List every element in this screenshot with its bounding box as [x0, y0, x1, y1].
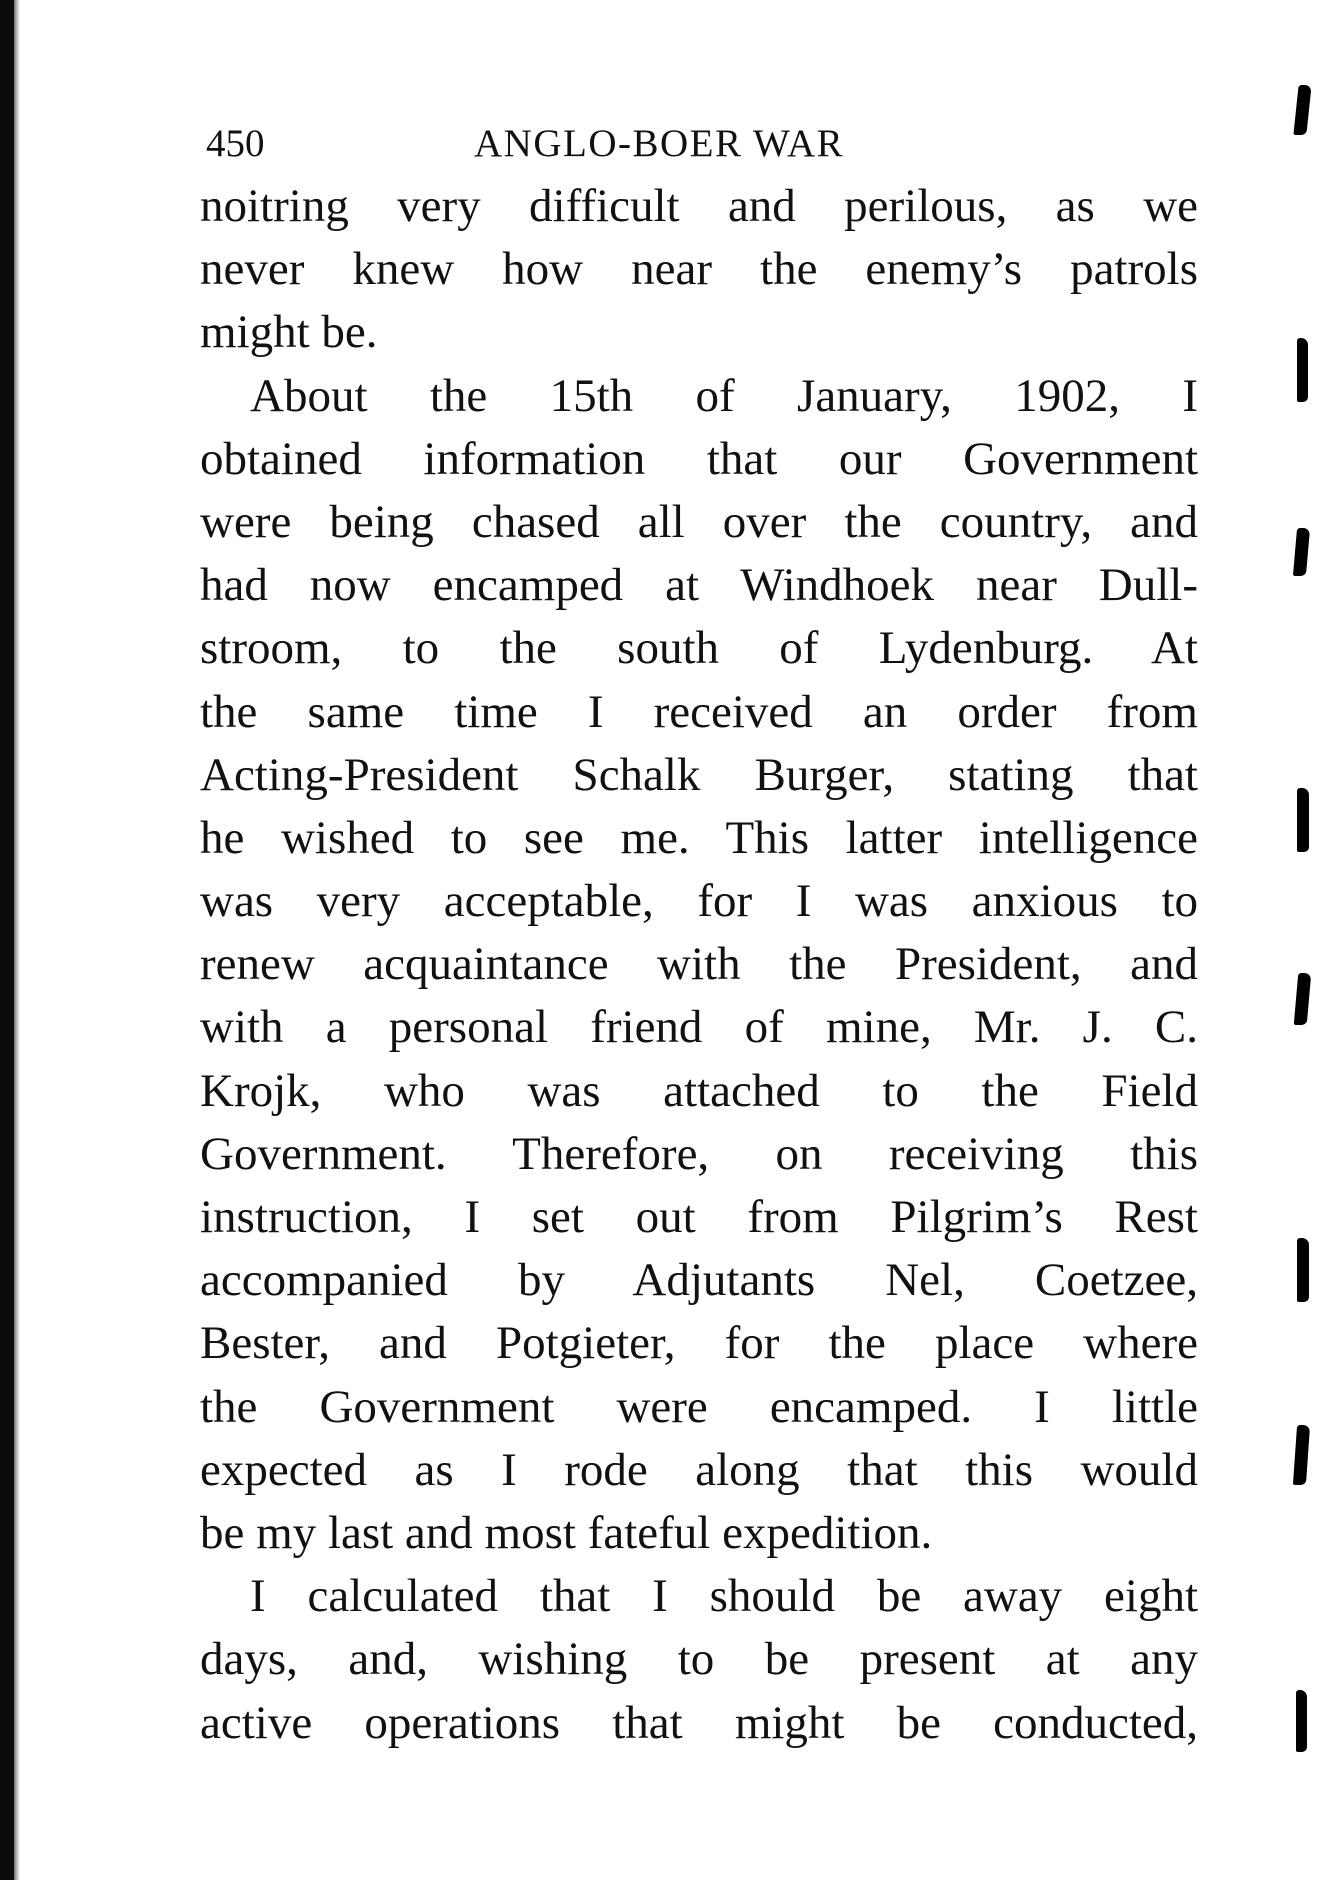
right-edge-scan-marks [1269, 0, 1319, 1880]
text-line: he wished to see me. This latter intelligence [200, 811, 1198, 864]
text-line: obtained information that our Government [200, 432, 1198, 485]
body-text [200, 175, 1198, 1755]
text-line: were being chased all over the country, and [200, 495, 1198, 548]
text-line: with a personal friend of mine, Mr. J. C. [200, 1001, 1198, 1054]
scan-mark [1293, 528, 1310, 576]
text-line: never knew how near the enemy’s patrols [200, 243, 1198, 296]
scan-mark [1297, 788, 1309, 852]
binding-shadow [14, 0, 20, 1880]
page-binding-edge [0, 0, 14, 1880]
scan-mark [1293, 1425, 1310, 1485]
scan-mark [1296, 1690, 1307, 1752]
scan-mark [1293, 85, 1311, 135]
page-number: 450 [206, 122, 265, 165]
text-line: Bester, and Potgieter, for the place where [200, 1317, 1198, 1370]
text-line: was very acceptable, for I was anxious to [200, 875, 1198, 928]
text-line: I calculated that I should be away eight [250, 1570, 1198, 1623]
text-line: expected as I rode along that this would [200, 1443, 1198, 1496]
text-line: days, and, wishing to be present at any [200, 1633, 1198, 1686]
text-line: noitring very difficult and perilous, as we [200, 180, 1198, 232]
text-line: About the 15th of January, 1902, I [250, 369, 1198, 422]
text-line: instruction, I set out from Pilgrim’s Rest [200, 1191, 1198, 1243]
text-line: Government. Therefore, on receiving this [200, 1127, 1198, 1180]
scan-mark [1294, 973, 1312, 1025]
text-line: might be. [200, 306, 378, 359]
running-head: ANGLO-BOER WAR [474, 122, 845, 165]
text-line: had now encamped at Windhoek near Dull- [200, 559, 1198, 612]
text-line: the same time I received an order from [200, 685, 1198, 738]
text-line: be my last and most fateful expedition. [200, 1506, 933, 1559]
scan-mark [1297, 338, 1308, 402]
scan-mark [1297, 1238, 1309, 1302]
page-header [206, 115, 926, 173]
text-line: Acting-President Schalk Burger, stating that [200, 748, 1198, 801]
text-line: stroom, to the south of Lydenburg. At [200, 622, 1198, 675]
text-line: renew acquaintance with the President, and [200, 938, 1198, 991]
text-line: Krojk, who was attached to the Field [200, 1064, 1198, 1117]
text-line: the Government were encamped. I little [200, 1380, 1198, 1433]
text-line: accompanied by Adjutants Nel, Coetzee, [200, 1254, 1198, 1307]
text-line: active operations that might be conducted, [200, 1696, 1198, 1749]
